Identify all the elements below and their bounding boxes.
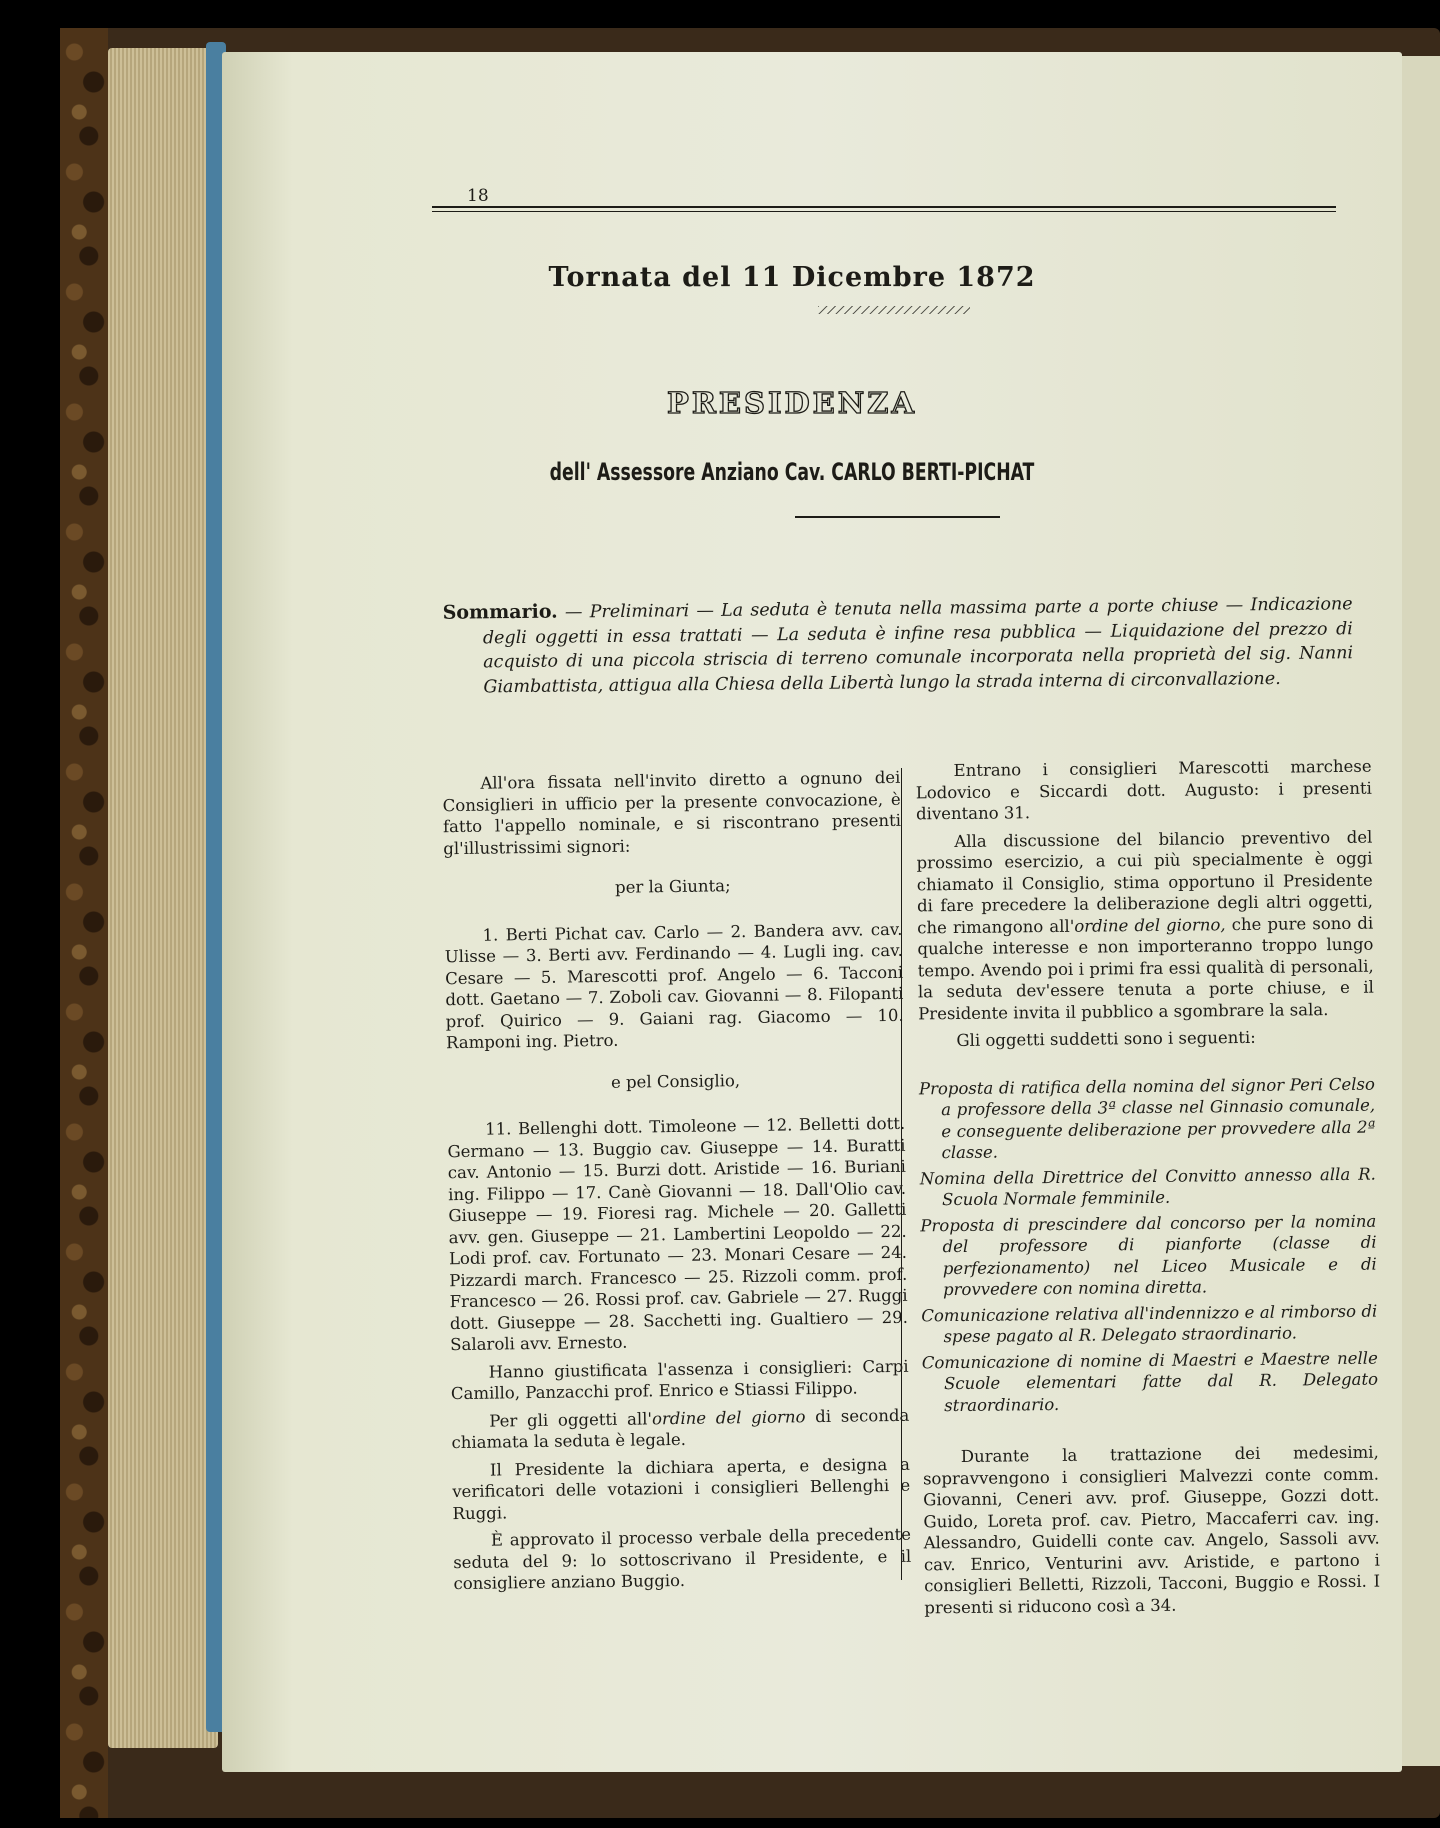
budget-text-b: che pure sono di qualche interesse e non importeranno troppo lungo tempo. Avendo poi i primi fra essi qualità di personali, la seduta dev'essere tenuta a porte chiuse, e il Presidente invita il pubblico a sgombrare la sala. bbox=[917, 913, 1374, 1023]
open-paragraph: Il Presidente la dichiara aperta, e designa a verificatori delle votazioni i consiglieri Bellenghi e Ruggi. bbox=[452, 1454, 911, 1523]
agenda-item: Comunicazione relativa all'indennizzo e al rimborso di spese pagato al R. Delegato straordinario. bbox=[921, 1301, 1378, 1347]
summary-text: — Preliminari — La seduta è tenuta nella massima parte a porte chiuse — Indicazione degli oggetti in essa trattati — La seduta è infine resa pubblica — Liquidazione del prezzo di acquisto di una piccola striscia di terreno comunale incorporata nella proprietà del sig. Nanni Giambattista, attigua alla Chiesa della Libertà lungo la strada interna di circonvallazione. bbox=[482, 594, 1354, 697]
legal-paragraph bbox=[451, 1404, 910, 1453]
budget-text-em: ordine del giorno, bbox=[1074, 914, 1226, 936]
agenda-list bbox=[919, 1073, 1379, 1416]
agenda-item: Proposta di prescindere dal concorso per la nomina del professore di pianforte (classe di perfezionamento) nel Liceo Musicale e di provvedere con nomina diretta. bbox=[920, 1211, 1377, 1300]
absent-paragraph: Hanno giustificata l'assenza i consiglieri: Carpi Camillo, Panzacchi prof. Enrico e Stiassi Filippo. bbox=[450, 1356, 909, 1404]
section-rule bbox=[795, 516, 1000, 518]
agenda-item: Comunicazione di nomine di Maestri e Maestre nelle Scuole elementari fatte dal R. Delegato straordinario. bbox=[921, 1348, 1379, 1415]
legal-text-em: ordine del giorno bbox=[651, 1406, 806, 1428]
presidency-heading: PRESIDENZA bbox=[667, 386, 917, 420]
enter-paragraph: Entrano i consiglieri Marescotti marchese Lodovico e Siccardi dott. Augusto: i presenti diventano 31. bbox=[915, 756, 1372, 824]
giunta-list: 1. Berti Pichat cav. Carlo — 2. Bandera avv. cav. Ulisse — 3. Berti avv. Ferdinando — 4. Lugli ing. cav. Cesare — 5. Marescotti prof. Angelo — 6. Tacconi dott. Gaetano — 7. Zoboli cav. Giovanni — 8. Filopanti prof. Quirico — 9. Gaiani rag. Giacomo — 10. Ramponi ing. Pietro. bbox=[444, 919, 904, 1053]
budget-paragraph bbox=[916, 826, 1374, 1024]
right-column bbox=[915, 756, 1380, 1625]
presidency-subheading: dell' Assessore Anziano Cav. CARLO BERTI-PICHAT bbox=[549, 458, 1035, 486]
intro-paragraph: All'ora fissata nell'invito diretto a ognuno dei Consiglieri in ufficio per la presente convocazione, è fatto l'appello nominale, e si riscontrano presenti gl'illustrissimi signori: bbox=[442, 767, 902, 858]
left-column bbox=[442, 767, 912, 1601]
consiglio-list: 11. Bellenghi dott. Timoleone — 12. Belletti dott. Germano — 13. Buggio cav. Giuseppe — 14. Buratti cav. Antonio — 15. Burzi dott. Aristide — 16. Buriani ing. Filippo — 17. Canè Giovanni — 18. Dall'Olio cav. Giuseppe — 19. Fioresi rag. Michele — 20. Galletti avv. gen. Giuseppe — 21. Lambertini Leopoldo — 22. Lodi prof. cav. Fortunato — 23. Monari Cesare — 24. Pizzardi march. Francesco — 25. Rizzoli comm. prof. Francesco — 26. Rossi prof. cav. Gabriele — 27. Ruggi dott. Giuseppe — 28. Sacchetti ing. Gualtiero — 29. Salaroli avv. Ernesto. bbox=[447, 1113, 909, 1355]
items-paragraph: Gli oggetti suddetti sono i seguenti: bbox=[956, 1027, 1256, 1050]
summary bbox=[443, 591, 1354, 700]
legal-text-b: di seconda chiamata la seduta è legale. bbox=[451, 1405, 910, 1453]
minutes-paragraph: È approvato il processo verbale della precedente seduta del 9: lo sottoscrivano il Presidente, e il consigliere anziano Buggio. bbox=[453, 1524, 912, 1594]
agenda-item: Nomina della Direttrice del Convitto annesso alla R. Scuola Normale femminile. bbox=[919, 1164, 1376, 1210]
agenda-item: Proposta di ratifica della nomina del signor Peri Celso a professore della 3ª classe nel Ginnasio comunale, e conseguente deliberazione per provvedere alla 2ª classe. bbox=[918, 1074, 1376, 1163]
summary-lead: Sommario. bbox=[442, 600, 558, 624]
giunta-heading: per la Giunta; bbox=[614, 876, 731, 897]
page-edges bbox=[108, 48, 218, 1748]
header-rule bbox=[432, 206, 1336, 212]
arrive-paragraph: Durante la trattazione dei medesimi, sopravvengono i consiglieri Malvezzi conte comm. Giovanni, Ceneri avv. prof. Giuseppe, Gozzi dott. Guido, Loreta prof. cav. Pietro, Maccaferri cav. ing. Alessandro, Guidelli conte cav. Angelo, Sassoli avv. cav. Enrico, Venturini avv. Aristide, e partono i consiglieri Belletti, Rizzoli, Tacconi, Buggio e Rossi. I presenti si riducono così a 34. bbox=[922, 1442, 1381, 1617]
session-title: Tornata del 11 Dicembre 1872 bbox=[548, 262, 1036, 293]
title-ornament bbox=[818, 306, 970, 314]
page-number: 18 bbox=[467, 186, 489, 206]
budget-text-a: Alla discussione del bilancio preventivo del prossimo esercizio, a cui più specialmente è oggi chiamato il Consiglio, stima opportuno il Presidente di fare precedere la deliberazione degli altri oggetti, che rimangono all' bbox=[916, 827, 1374, 937]
consiglio-heading: e pel Consiglio, bbox=[610, 1070, 741, 1092]
column-divider bbox=[901, 768, 902, 1580]
legal-text-a: Per gli oggetti all' bbox=[489, 1408, 653, 1431]
marbled-cover bbox=[60, 28, 108, 1818]
next-page-edge bbox=[1400, 56, 1440, 1766]
